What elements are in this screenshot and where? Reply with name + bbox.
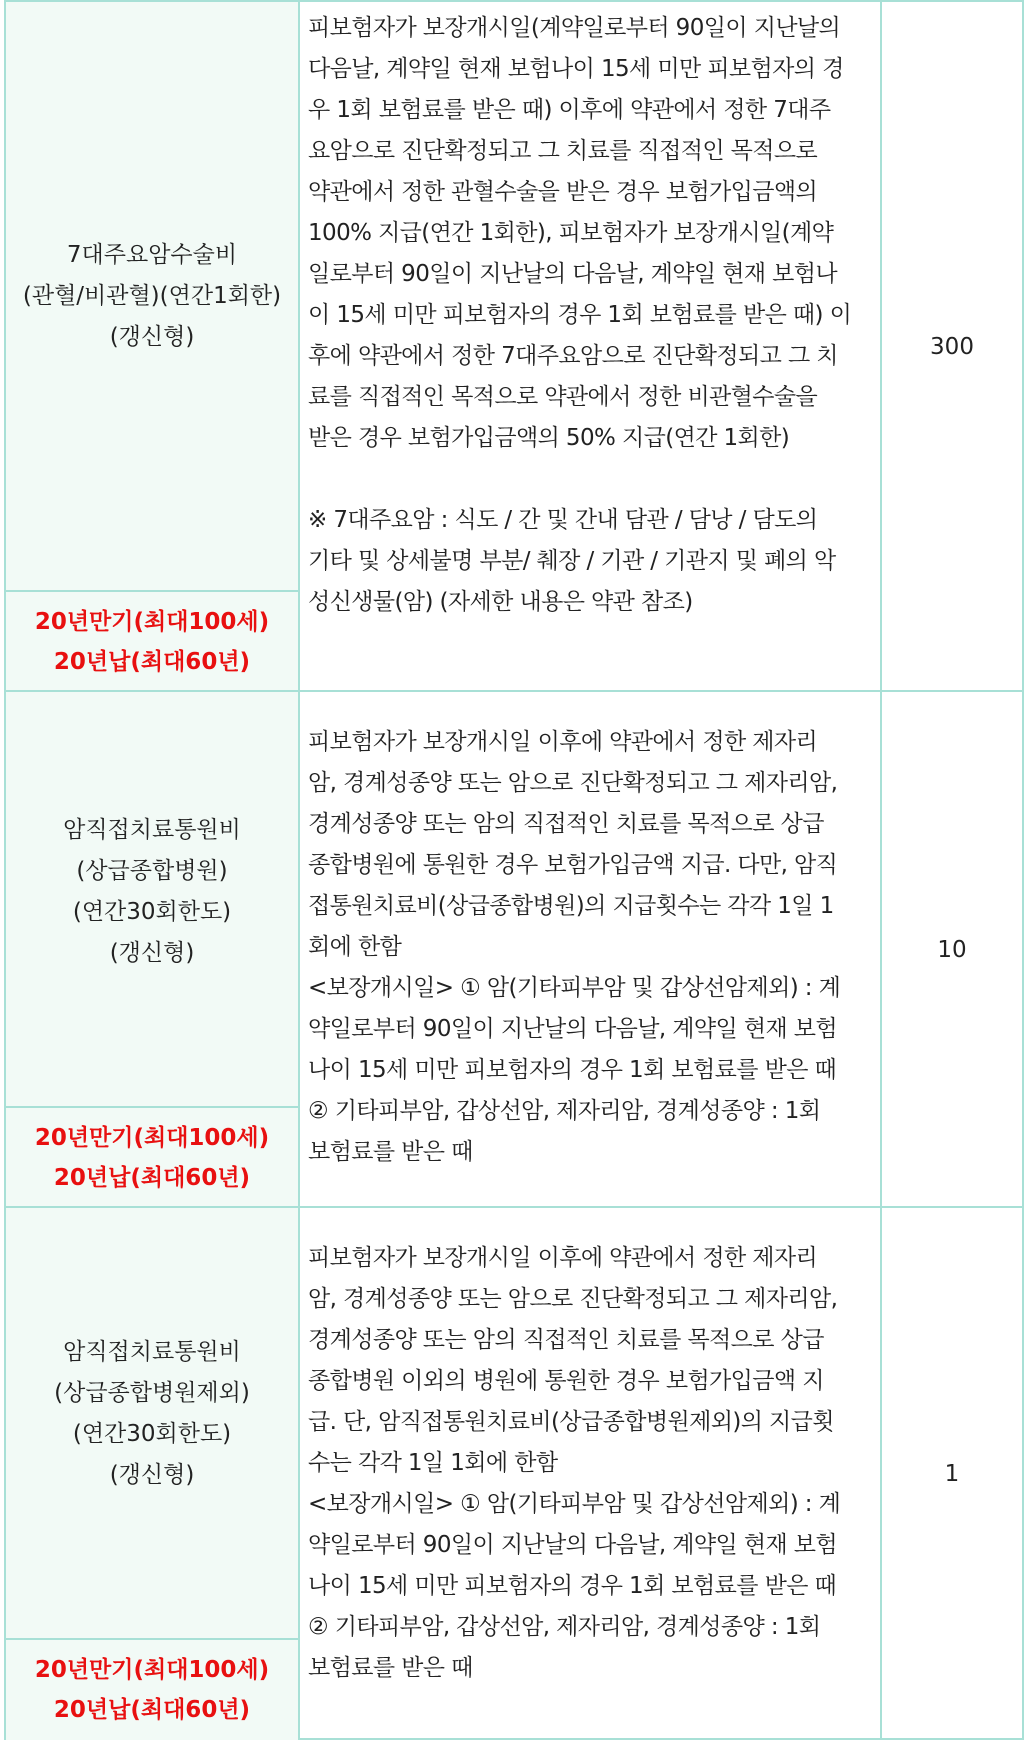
- coverage-table: [4, 0, 1024, 1740]
- coverage-amount: 300: [880, 2, 1022, 692]
- coverage-name-cell: [4, 2, 300, 692]
- coverage-name-line: (관혈/비관혈)(연간1회한): [22, 283, 282, 309]
- coverage-amount: 1: [880, 1208, 1022, 1740]
- coverage-term-line: 20년납(최대60년): [53, 1697, 251, 1723]
- coverage-term-line: 20년납(최대60년): [53, 649, 251, 675]
- coverage-description: 피보험자가 보장개시일 이후에 약관에서 정한 제자리 암, 경계성종양 또는 암으로 진단확정되고 그 제자리암, 경계성종양 또는 암의 직접적인 치료를 목적으로 상급 종합병원 이외의 병원에 통원한 경우 보험가입금액 지 급. 단, 암직접통원치료비(상급종합병원제외)의 지급횟 수는 각각 1일 1회에 한함 <보장개시일> ① 암(기타피부암 및 갑상선암제외) : 계 약일로부터 90일이 지난날의 다음날, 계약일 현재 보험 나이 15세 미만 피보험자의 경우 1회 보험료를 받은 때 ② 기타피부암, 갑상선암, 제자리암, 경계성종양 : 1회 보험료를 받은 때: [308, 1245, 841, 1681]
- table-row: [4, 690, 1022, 1208]
- table-row: [4, 0, 1022, 692]
- coverage-description: 피보험자가 보장개시일 이후에 약관에서 정한 제자리 암, 경계성종양 또는 암으로 진단확정되고 그 제자리암, 경계성종양 또는 암의 직접적인 치료를 목적으로 상급 종합병원에 통원한 경우 보험가입금액 지급. 다만, 암직 접통원치료비(상급종합병원)의 지급횟수는 각각 1일 1 회에 한함 <보장개시일> ① 암(기타피부암 및 갑상선암제외) : 계 약일로부터 90일이 지난날의 다음날, 계약일 현재 보험 나이 15세 미만 피보험자의 경우 1회 보험료를 받은 때 ② 기타피부암, 갑상선암, 제자리암, 경계성종양 : 1회 보험료를 받은 때: [308, 729, 841, 1165]
- coverage-name-line: 7대주요암수술비: [66, 242, 238, 268]
- coverage-name-line: (갱신형): [109, 1462, 195, 1488]
- coverage-term-cell: [6, 1106, 298, 1208]
- coverage-term-line: 20년만기(최대100세): [34, 609, 270, 635]
- coverage-name: [6, 235, 298, 358]
- coverage-term-line: 20년만기(최대100세): [34, 1125, 270, 1151]
- coverage-amount: 10: [880, 692, 1022, 1208]
- coverage-name: [6, 810, 298, 974]
- table-row: [4, 1206, 1022, 1740]
- coverage-term-cell: [6, 1638, 298, 1740]
- coverage-name-line: (연간30회한도): [72, 899, 232, 925]
- coverage-term-line: 20년납(최대60년): [53, 1165, 251, 1191]
- coverage-name-cell: [4, 692, 300, 1208]
- coverage-name-line: (연간30회한도): [72, 1421, 232, 1447]
- coverage-name: [6, 1332, 298, 1496]
- coverage-name-line: (상급종합병원제외): [54, 1380, 250, 1406]
- coverage-term-line: 20년만기(최대100세): [34, 1657, 270, 1683]
- coverage-name-cell: [4, 1208, 300, 1740]
- coverage-name-line: (갱신형): [109, 324, 195, 350]
- coverage-name-line: (상급종합병원): [76, 858, 228, 884]
- coverage-term-cell: [6, 590, 298, 692]
- coverage-name-line: (갱신형): [109, 940, 195, 966]
- coverage-name-line: 암직접치료통원비: [63, 817, 241, 843]
- coverage-description: 피보험자가 보장개시일(계약일로부터 90일이 지난날의 다음날, 계약일 현재 보험나이 15세 미만 피보험자의 경 우 1회 보험료를 받은 때) 이후에 약관에서 정한 7대주 요암으로 진단확정되고 그 치료를 직접적인 목적으로 약관에서 정한 관혈수술을 받은 경우 보험가입금액의 100% 지급(연간 1회한), 피보험자가 보장개시일(계약 일로부터 90일이 지난날의 다음날, 계약일 현재 보험나 이 15세 미만 피보험자의 경우 1회 보험료를 받은 때) 이 후에 약관에서 정한 7대주요암으로 진단확정되고 그 치 료를 직접적인 목적으로 약관에서 정한 비관혈수술을 받은 경우 보험가입금액의 50% 지급(연간 1회한) ※ 7대주요암 : 식도 / 간 및 간내 담관 / 담낭 / 담도의 기타 및 상세불명 부분/ 췌장 / 기관 / 기관지 및 폐의 악 성신생물(암) (자세한 내용은 약관 참조): [308, 15, 852, 615]
- coverage-name-line: 암직접치료통원비: [63, 1339, 241, 1365]
